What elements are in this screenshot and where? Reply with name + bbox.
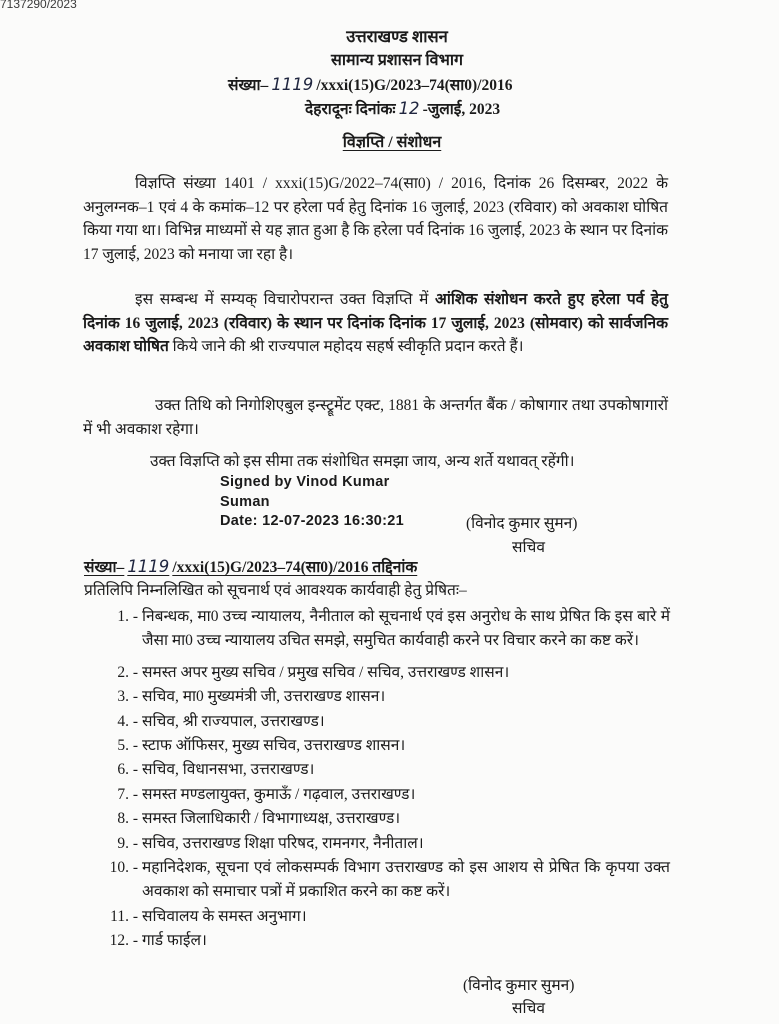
body-paragraph-4: उक्त विज्ञप्ति को इस सीमा तक संशोधित समझा जाय, अन्य शर्ते यथावत् रहेंगी। <box>150 453 575 470</box>
list-item-number: 8. - <box>117 810 138 828</box>
copy-reference-number <box>84 555 417 577</box>
list-item-number: 6. - <box>117 761 138 779</box>
date-handwritten: 12 <box>398 99 420 118</box>
digital-signature-line-2: Suman <box>220 494 270 510</box>
list-item-number: 12. - <box>109 932 138 950</box>
list-item <box>88 734 670 758</box>
signatory-name: (विनोद कुमार सुमन) <box>466 515 578 532</box>
list-item-text: स्टाफ ऑफिसर, मुख्य सचिव, उत्तराखण्ड शासन। <box>142 737 406 755</box>
list-item-number: 2. - <box>117 663 138 681</box>
list-item-text: सचिव, उत्तराखण्ड शिक्षा परिषद, रामनगर, नैनीताल। <box>142 834 424 852</box>
list-item-text: समस्त जिलाधिकारी / विभागाध्यक्ष, उत्तराखण्ड। <box>142 810 401 828</box>
place-date-prefix: देहरादूनः दिनांकः <box>305 101 396 118</box>
scan-reference: 7137290/2023 <box>0 0 77 11</box>
list-item <box>88 758 670 782</box>
body-paragraph-3: उक्त तिथि को निगोशिएबुल इन्स्ट्रूमेंट एक्ट, 1881 के अन्तर्गत बैंक / कोषागार तथा उपकोषागारों में भी अवकाश रहेगा। <box>83 397 668 438</box>
list-item-text: समस्त मण्डलायुक्त, कुमाऊँ / गढ़वाल, उत्तराखण्ड। <box>142 785 416 803</box>
body-paragraph-1: विज्ञप्ति संख्या 1401 / xxxi(15)G/2022–74(सा0) / 2016, दिनांक 26 दिसम्बर, 2022 के अनुलग्नक–1 एवं 4 के कमांक–12 पर हरेला पर्व हेतु दिनांक 16 जुलाई, 2023 (रविवार) को अवकाश घोषित किया गया था। विभिन्न माध्यमों से यह ज्ञात हुआ है कि हरेला पर्व दिनांक 16 जुलाई, 2023 के स्थान पर दिनांक 17 जुलाई, 2023 को मनाया जा रहा है। <box>83 175 668 263</box>
list-item-text: सचिव, विधानसभा, उत्तराखण्ड। <box>142 761 315 779</box>
reference-handwritten-number: 1119 <box>271 75 314 94</box>
subject-text: विज्ञप्ति / संशोधन <box>342 134 442 151</box>
list-item-text: सचिवालय के समस्त अनुभाग। <box>142 907 307 925</box>
list-item <box>88 807 670 831</box>
copy-reference-suffix: /xxxi(15)G/2023–74(सा0)/2016 तद्दिनांक <box>172 559 418 576</box>
recipient-list <box>88 605 670 954</box>
list-item <box>88 929 670 953</box>
list-item <box>88 710 670 734</box>
footer-signatory-name: (विनोद कुमार सुमन) <box>463 977 575 994</box>
list-item-text: महानिदेशक, सूचना एवं लोकसम्पर्क विभाग उत्तराखण्ड को इस आशय से प्रेषित कि कृपया उक्त अवकाश को समाचार पत्रों में प्रकाशित करने का कष्ट करें। <box>142 859 670 901</box>
list-item-number: 11. - <box>110 907 138 925</box>
reference-prefix: संख्या– <box>228 77 269 94</box>
copy-reference-handwritten-number: 1119 <box>127 557 170 576</box>
paragraph-2-lead: इस सम्बन्ध में सम्यक् विचारोपरान्त उक्त विज्ञप्ति में <box>135 291 436 308</box>
list-item-number: 10. - <box>109 859 138 877</box>
list-item-text: सचिव, मा0 मुख्यमंत्री जी, उत्तराखण्ड शासन। <box>142 688 386 706</box>
list-item <box>88 856 670 905</box>
government-heading: उत्तराखण्ड शासन <box>346 27 448 46</box>
copy-reference-prefix: संख्या– <box>84 559 125 576</box>
reference-suffix: /xxxi(15)G/2023–74(सा0)/2016 <box>316 77 513 94</box>
list-item-text: सचिव, श्री राज्यपाल, उत्तराखण्ड। <box>142 712 325 730</box>
signatory-designation: सचिव <box>512 539 545 556</box>
list-item-number: 5. - <box>117 737 138 755</box>
reference-number <box>228 73 512 95</box>
place-date-line <box>305 97 500 119</box>
list-item-text: निबन्धक, मा0 उच्च न्यायालय, नैनीताल को सूचनार्थ एवं इस अनुरोध के साथ प्रेषित कि इस बारे में जैसा मा0 उच्च न्यायालय उचित समझे, समुचित कार्यवाही करने पर विचार करने का कष्ट करें। <box>142 608 670 650</box>
paragraph-2-bold-text: आंशिक संशोधन करते हुए हरेला पर्व हेतु दिनांक 16 जुलाई, 2023 (रविवार) के स्थान पर दिनांक दिनांक 17 जुलाई, 2023 (सोमवार) को सार्वजनिक अवकाश घोषित <box>83 291 669 355</box>
list-item <box>88 905 670 929</box>
list-item-text: समस्त अपर मुख्य सचिव / प्रमुख सचिव / सचिव, उत्तराखण्ड शासन। <box>142 663 510 681</box>
subject-heading <box>0 130 779 152</box>
date-suffix: -जुलाई, 2023 <box>422 101 501 118</box>
digital-signature-line-1: Signed by Vinod Kumar <box>220 474 390 490</box>
department-heading: सामान्य प्रशासन विभाग <box>331 52 463 69</box>
copy-intro: प्रतिलिपि निम्नलिखित को सूचनार्थ एवं आवश्यक कार्यवाही हेतु प्रेषितः– <box>84 582 467 599</box>
list-item <box>88 783 670 807</box>
digital-signature-date: Date: 12-07-2023 16:30:21 <box>220 513 405 529</box>
list-item <box>88 685 670 709</box>
list-item-text: गार्ड फाईल। <box>142 932 207 950</box>
body-paragraph-2 <box>83 288 668 359</box>
list-item-number: 3. - <box>117 688 138 706</box>
list-item-number: 9. - <box>117 834 138 852</box>
paragraph-2-tail: किये जाने की श्री राज्यपाल महोदय सहर्ष स्वीकृति प्रदान करते हैं। <box>168 338 524 355</box>
list-item <box>88 605 670 654</box>
list-item-number: 4. - <box>117 712 138 730</box>
list-item <box>88 661 670 685</box>
list-item-number: 1. - <box>117 608 138 625</box>
list-item <box>88 832 670 856</box>
footer-signatory-designation: सचिव <box>512 1000 545 1017</box>
list-item-number: 7. - <box>117 785 138 803</box>
